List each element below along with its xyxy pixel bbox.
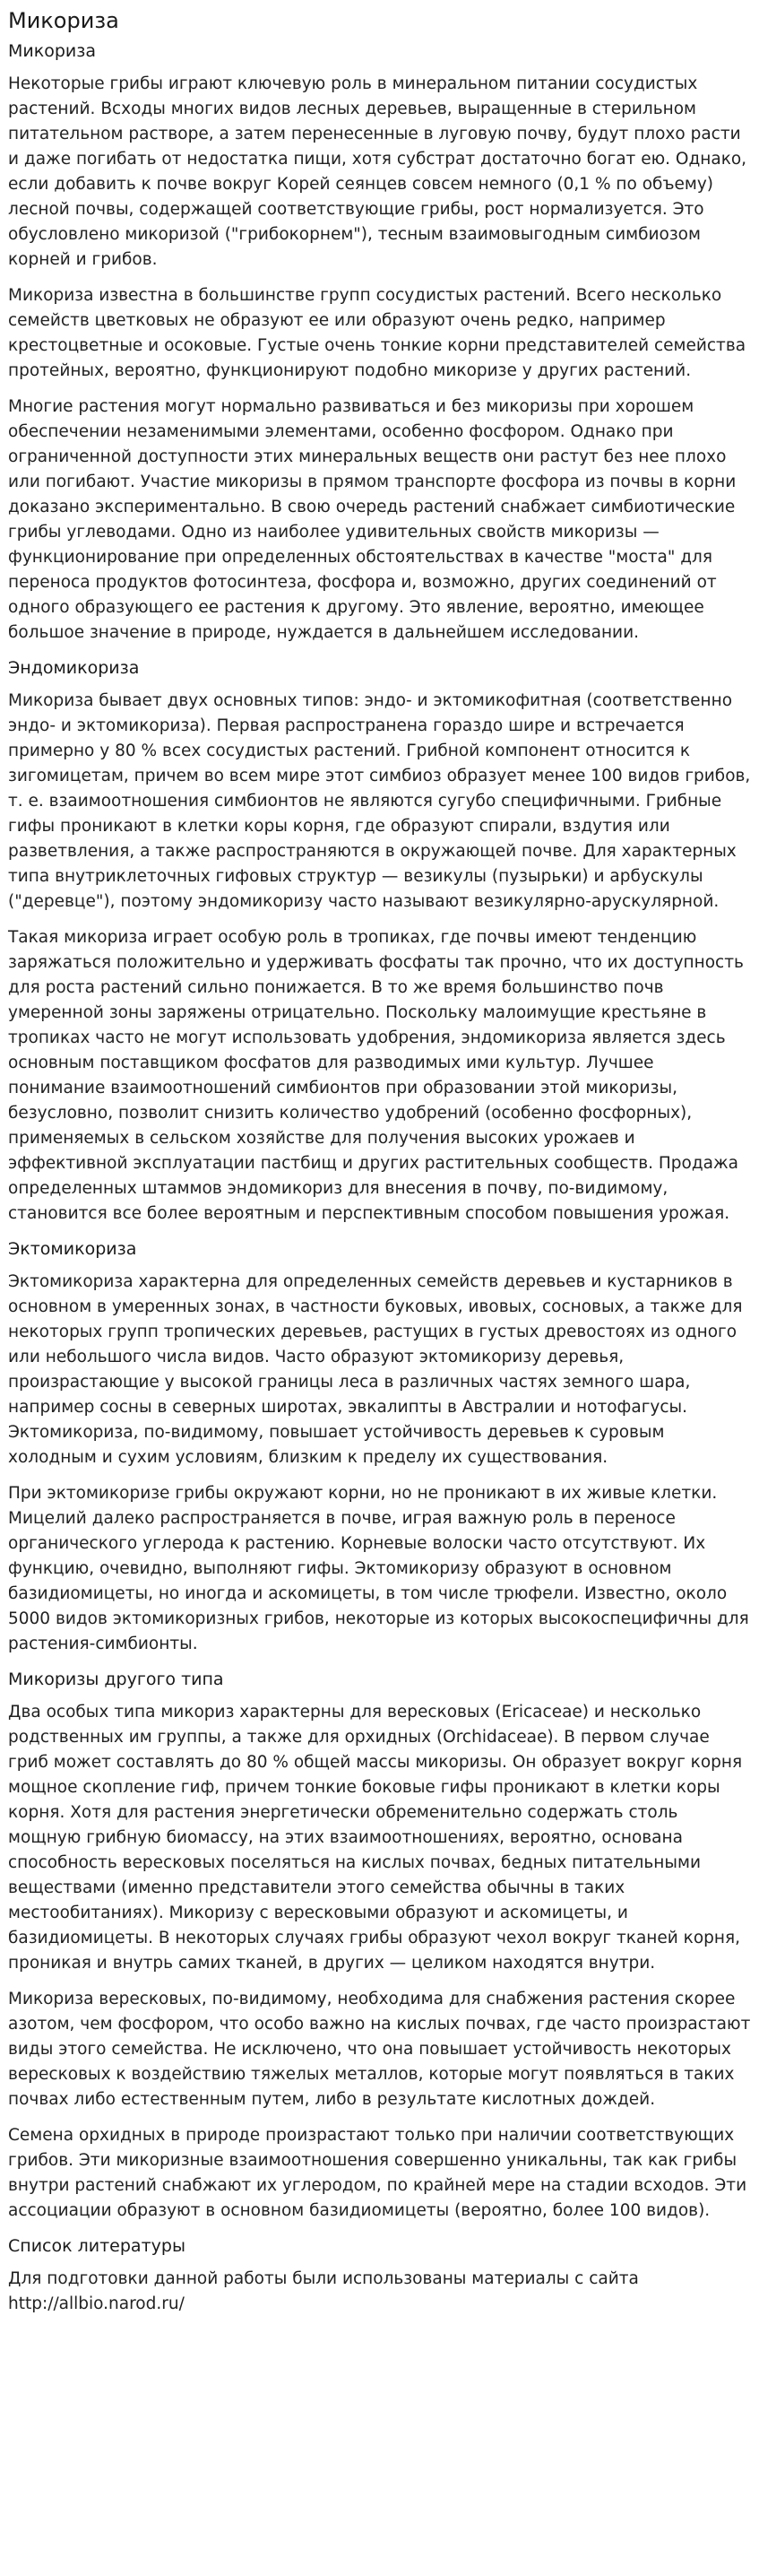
paragraph-1: Некоторые грибы играют ключевую роль в минеральном питании сосудистых растений. Всходы многих видов лесных деревьев, выращенные в стерильном питательном растворе, а затем перенесенные в луговую почву, будут плохо расти и даже погибать от недостатка пищи, хотя субстрат достаточно богат ею. Однако, если добавить к почве вокруг Корей сеянцев совсем немного (0,1 % по объему) лесной почвы, содержащей соответствующие грибы, рост нормализуется. Это обусловлено микоризой ("грибокорнем"), тесным взаимовыгодным симбиозом корней и грибов. xyxy=(8,74,747,269)
paragraph-4: Микориза бывает двух основных типов: эндо- и эктомикофитная (соответственно эндо- и эктомикориза). Первая распространена гораздо шире и встречается примерно у 80 % всех сосудистых растений. Грибной компонент относится к зигомицетам, причем во всем мире этот симбиоз образует менее 100 видов грибов, т. е. взаимоотношения симбионтов не являются сугубо специфичными. Грибные гифы проникают в клетки коры корня, где образуют спирали, вздутия или разветвления, а также распространяются в окружающей почве. Для характерных типа внутриклеточных гифовых структур — везикулы (пузырьки) и арбускулы ("деревце"), поэтому эндомикоризу часто называют везикулярно-арускулярной. xyxy=(8,691,751,911)
paragraph-3: Многие растения могут нормально развиваться и без микоризы при хорошем обеспечении незаменимыми элементами, особенно фосфором. Однако при ограниченной доступности этих минеральных веществ они растут без нее плохо или погибают. Участие микоризы в прямом транспорте фосфора из почвы в корни доказано экспериментально. В свою очередь растений снабжает симбиотические грибы углеводами. Одно из наиболее удивительных свойств микоризы — функционирование при определенных обстоятельствах в качестве "моста" для переноса продуктов фотосинтеза, фосфора и, возможно, других соединений от одного образующего ее растения к другому. Это явление, вероятно, имеющее большое значение в природе, нуждается в дальнейшем исследовании. xyxy=(8,397,737,642)
paragraph-10: Семена орхидных в природе произрастают только при наличии соответствующих грибов. Эти микоризные взаимоотношения совершенно уникальны, так как грибы внутри растений снабжают их углеродом, по крайней мере на стадии всходов. Эти ассоциации образуют в основном базидиомицеты (вероятно, более 100 видов). xyxy=(8,2126,747,2220)
section-heading-mikoriza: Микориза xyxy=(8,41,96,61)
paragraph-9: Микориза вересковых, по-видимому, необходима для снабжения растения скорее азотом, чем фосфором, что особо важно на кислых почвах, где часто произрастают виды этого семейства. Не исключено, что она повышает устойчивость некоторых вересковых к воздействию тяжелых металлов, которые могут появляться в таких почвах либо естественным путем, либо в результате кислотных дождей. xyxy=(8,1990,751,2109)
document-body xyxy=(8,39,751,2317)
paragraph-7: При эктомикоризе грибы окружают корни, но не проникают в их живые клетки. Мицелий далеко распространяется в почве, играя важную роль в переносе органического углерода к растению. Корневые волоски часто отсутствуют. Их функцию, очевидно, выполняют гифы. Эктомикоризу образуют в основном базидиомицеты, но иногда и аскомицеты, в том числе трюфели. Известно, около 5000 видов эктомикоризных грибов, некоторые из которых высокоспецифичны для растения-симбионты. xyxy=(8,1484,749,1653)
paragraph-5: Такая микориза играет особую роль в тропиках, где почвы имеют тенденцию заряжаться положительно и удерживать фосфаты так прочно, что их доступность для роста растений сильно понижается. В то же время большинство почв умеренной зоны заряжены отрицательно. Поскольку малоимущие крестьяне в тропиках часто не могут использовать удобрения, эндомикориза является здесь основным поставщиком фосфатов для разводимых ими культур. Лучшее понимание взаимоотношений симбионтов при образовании этой микоризы, безусловно, позволит снизить количество удобрений (особенно фосфорных), применяемых в сельском хозяйстве для получения высоких урожаев и эффективной эксплуатации пастбищ и других растительных сообществ. Продажа определенных штаммов эндомикориз для внесения в почву, по-видимому, становится все более вероятным и перспективным способом повышения урожая. xyxy=(8,928,744,1223)
paragraph-11: Для подготовки данной работы были использованы материалы с сайта http://allbio.narod.ru/ xyxy=(8,2269,639,2313)
section-heading-ektomikoriza: Эктомикориза xyxy=(8,1239,137,1259)
paragraph-8: Два особых типа микориз характерны для вересковых (Ericaceae) и несколько родственных им группы, а также для орхидных (Orchidaceae). В первом случае гриб может составлять до 80 % общей массы микоризы. Он образует вокруг корня мощное скопление гиф, причем тонкие боковые гифы проникают в клетки коры корня. Хотя для растения энергетически обременительно содержать столь мощную грибную биомассу, на этих взаимоотношениях, вероятно, основана способность вересковых поселяться на кислых почвах, бедных питательными веществами (именно представители этого семейства обычны в таких местообитаниях). Микоризу с вересковыми образуют и аскомицеты, и базидиомицеты. В некоторых случаях грибы образуют чехол вокруг тканей корня, проникая и внутрь самих тканей, в других — целиком находятся внутри. xyxy=(8,1703,743,1973)
paragraph-6: Эктомикориза характерна для определенных семейств деревьев и кустарников в основном в умеренных зонах, в частности буковых, ивовых, сосновых, а также для некоторых групп тропических деревьев, растущих в густых древостоях из одного или небольшого числа видов. Часто образуют эктомикоризу деревья, произрастающие у высокой границы леса в различных частях земного шара, например сосны в северных широтах, эвкалипты в Австралии и нотофагусы. Эктомикориза, по-видимому, повышает устойчивость деревьев к суровым холодным и сухим условиям, близким к пределу их существования. xyxy=(8,1272,743,1467)
page-title: Микориза xyxy=(8,8,119,33)
section-heading-endomikoriza: Эндомикориза xyxy=(8,658,140,678)
section-heading-drugoi-tip: Микоризы другого типа xyxy=(8,1670,224,1689)
section-heading-literatura: Список литературы xyxy=(8,2236,185,2256)
paragraph-2: Микориза известна в большинстве групп сосудистых растений. Всего несколько семейств цветковых не образуют ее или образуют очень редко, например крестоцветные и осоковые. Густые очень тонкие корни представителей семейства протейных, вероятно, функционируют подобно микоризе у других растений. xyxy=(8,286,746,380)
